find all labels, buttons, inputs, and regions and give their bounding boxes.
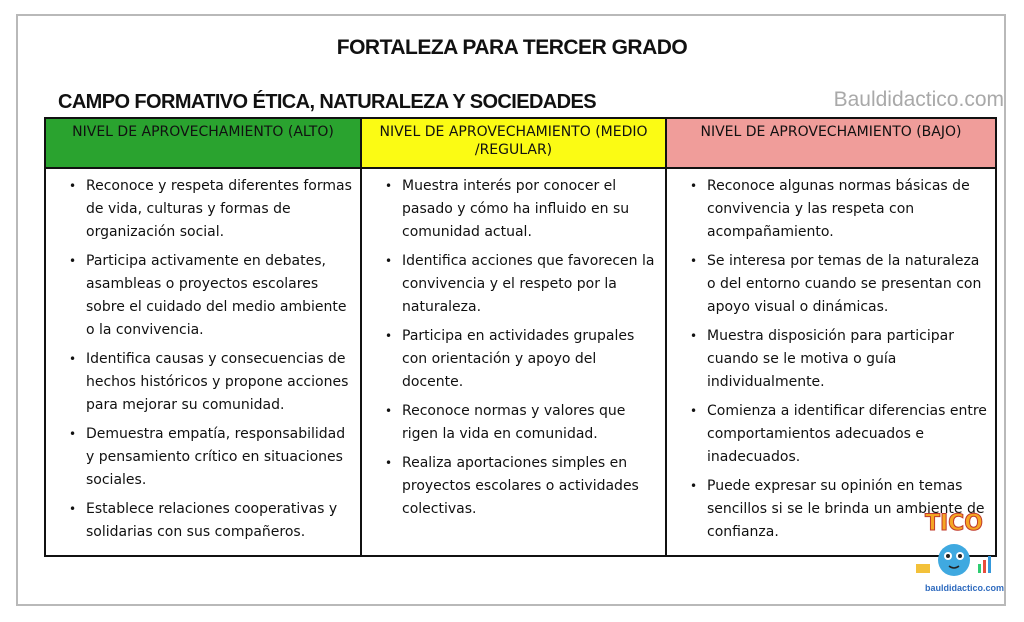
bullet-icon: • — [69, 179, 77, 193]
bullet-icon: • — [690, 179, 698, 193]
bullet-icon: • — [385, 254, 393, 268]
column-medium — [361, 168, 666, 556]
item-text: Comienza a identificar diferencias entre comportamientos adecuados e inadecuados. — [707, 403, 987, 465]
bullet-icon: • — [385, 329, 393, 343]
header-low: NIVEL DE APROVECHAMIENTO (BAJO) — [666, 118, 996, 168]
item-text: Reconoce normas y valores que rigen la vida en comunidad. — [402, 403, 626, 442]
bullet-icon: • — [69, 352, 77, 366]
list-item — [368, 250, 659, 319]
rubric-table — [44, 117, 997, 557]
book-icon — [916, 564, 930, 573]
page-title: FORTALEZA PARA TERCER GRADO — [336, 36, 688, 59]
list-item — [673, 250, 989, 319]
logo-site: bauldidactico.com — [924, 583, 1004, 593]
list-item — [368, 400, 659, 446]
tico-logo — [910, 508, 1002, 592]
item-text: Participa en actividades grupales con orientación y apoyo del docente. — [402, 328, 635, 390]
item-text: Puede expresar su opinión en temas sencillos si se le brinda un ambiente de confianza. — [707, 478, 985, 540]
mascot-body — [938, 544, 970, 576]
bullet-icon: • — [385, 456, 393, 470]
list-item — [673, 325, 989, 394]
item-text: Realiza aportaciones simples en proyectos escolares o actividades colectivas. — [402, 455, 639, 517]
item-text: Se interesa por temas de la naturaleza o del entorno cuando se presentan con apoyo visual o dinámicas. — [707, 253, 982, 315]
column-low — [666, 168, 996, 556]
item-text: Demuestra empatía, responsabilidad y pensamiento crítico en situaciones sociales. — [86, 426, 346, 488]
item-text: Establece relaciones cooperativas y solidarias con sus compañeros. — [86, 501, 338, 540]
bullet-icon: • — [690, 329, 698, 343]
bullet-icon: • — [69, 254, 77, 268]
list-item — [673, 400, 989, 469]
list-item — [52, 348, 354, 417]
list-item — [368, 452, 659, 521]
bullet-icon: • — [690, 479, 698, 493]
item-text: Reconoce y respeta diferentes formas de vida, culturas y formas de organización social. — [86, 178, 352, 240]
item-text: Identifica causas y consecuencias de hechos históricos y propone acciones para mejorar su comunidad. — [86, 351, 349, 413]
bullet-icon: • — [69, 427, 77, 441]
logo-name: TICO — [924, 511, 984, 536]
item-text: Muestra disposición para participar cuando se le motiva o guía individualmente. — [707, 328, 954, 390]
list-item — [52, 175, 354, 244]
item-text: Identifica acciones que favorecen la convivencia y el respeto por la naturaleza. — [402, 253, 655, 315]
list-item — [673, 175, 989, 244]
bullet-icon: • — [385, 179, 393, 193]
list-item — [52, 250, 354, 342]
list-item — [52, 498, 354, 544]
section-subtitle: CAMPO FORMATIVO ÉTICA, NATURALEZA Y SOCIEDADES — [58, 91, 596, 113]
item-text: Participa activamente en debates, asambleas o proyectos escolares sobre el cuidado del medio ambiente o la convivencia. — [86, 253, 347, 338]
list-item — [368, 325, 659, 394]
bullet-icon: • — [69, 502, 77, 516]
header-high: NIVEL DE APROVECHAMIENTO (ALTO) — [45, 118, 361, 168]
list-item — [368, 175, 659, 244]
bullet-icon: • — [690, 254, 698, 268]
item-text: Muestra interés por conocer el pasado y cómo ha influido en su comunidad actual. — [402, 178, 630, 240]
watermark: Bauldidactico.com — [833, 88, 1004, 111]
bullet-icon: • — [385, 404, 393, 418]
column-high — [45, 168, 361, 556]
item-text: Reconoce algunas normas básicas de convivencia y las respeta con acompañamiento. — [707, 178, 970, 240]
list-item — [52, 423, 354, 492]
header-medium: NIVEL DE APROVECHAMIENTO (MEDIO /REGULAR) — [361, 118, 666, 168]
bullet-icon: • — [690, 404, 698, 418]
